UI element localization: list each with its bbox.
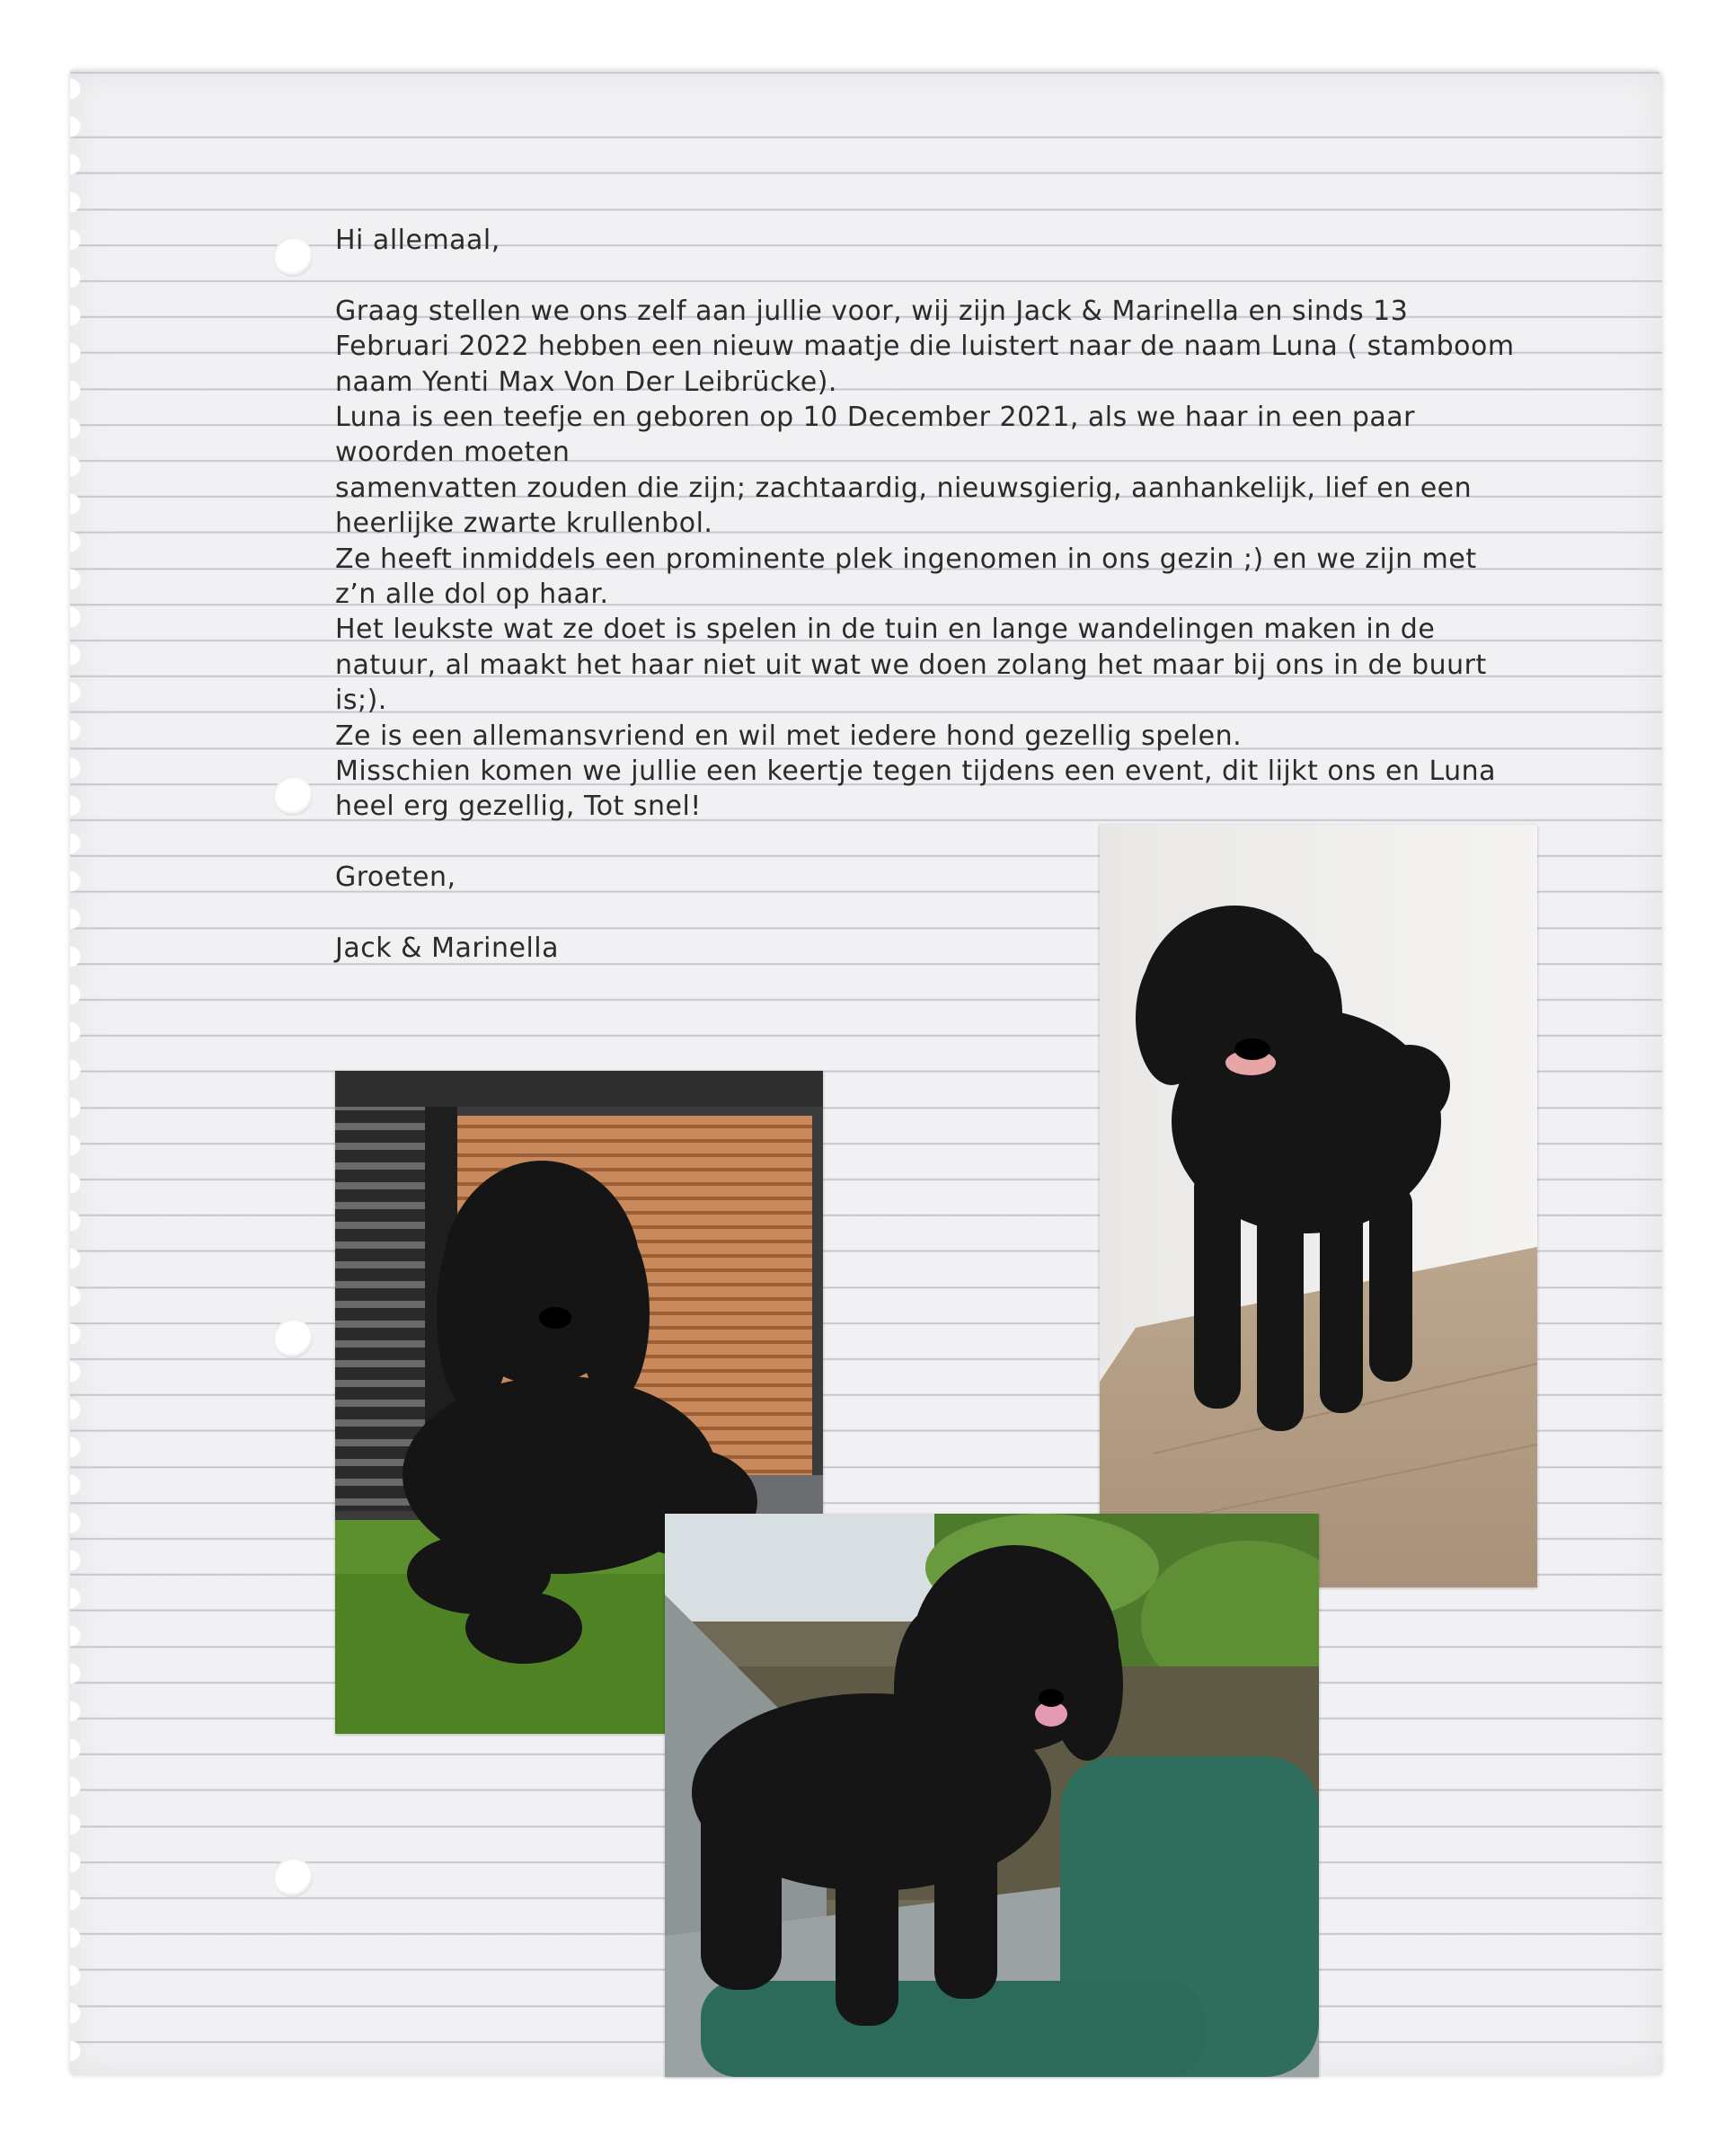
punch-hole	[273, 237, 313, 277]
letter-line: Februari 2022 hebben een nieuw maatje die luistert naar de naam Luna ( stamboom	[335, 331, 1515, 363]
letter-line: is;).	[335, 685, 387, 717]
letter-line: woorden moeten	[335, 437, 571, 469]
letter-greeting: Hi allemaal,	[335, 225, 500, 256]
letter-line: Ze heeft inmiddels een prominente plek ingenomen in ons gezin ;) en we zijn met	[335, 543, 1477, 575]
letter-line: Ze is een allemansvriend en wil met iedere hond gezellig spelen.	[335, 720, 1243, 752]
photo-dog-on-boat	[665, 1514, 1319, 2077]
letter-closing: Groeten,	[335, 862, 456, 894]
punch-hole	[273, 776, 313, 816]
letter-line: Het leukste wat ze doet is spelen in de tuin en lange wandelingen maken in de	[335, 614, 1436, 646]
letter-line: samenvatten zouden die zijn; zachtaardig, nieuwsgierig, aanhankelijk, lief en een	[335, 472, 1473, 504]
punch-hole	[273, 1319, 313, 1358]
punch-hole	[273, 1858, 313, 1897]
letter-line: naam Yenti Max Von Der Leibrücke).	[335, 366, 837, 398]
letter-line: Misschien komen we jullie een keertje tegen tijdens een event, dit lijkt ons en Luna	[335, 755, 1497, 788]
letter-line: natuur, al maakt het haar niet uit wat we doen zolang het maar bij ons in de buurt	[335, 649, 1487, 681]
letter-line: Graag stellen we ons zelf aan jullie voor, wij zijn Jack & Marinella en sinds 13	[335, 295, 1409, 327]
letter-line: Luna is een teefje en geboren op 10 December 2021, als we haar in een paar	[335, 402, 1415, 434]
photo-dog-standing-indoors	[1100, 825, 1537, 1587]
letter-line: heerlijke zwarte krullenbol.	[335, 508, 713, 540]
letter-signature: Jack & Marinella	[335, 932, 560, 965]
letter-line: z’n alle dol op haar.	[335, 579, 609, 611]
letter-line: heel erg gezellig, Tot snel!	[335, 791, 702, 823]
